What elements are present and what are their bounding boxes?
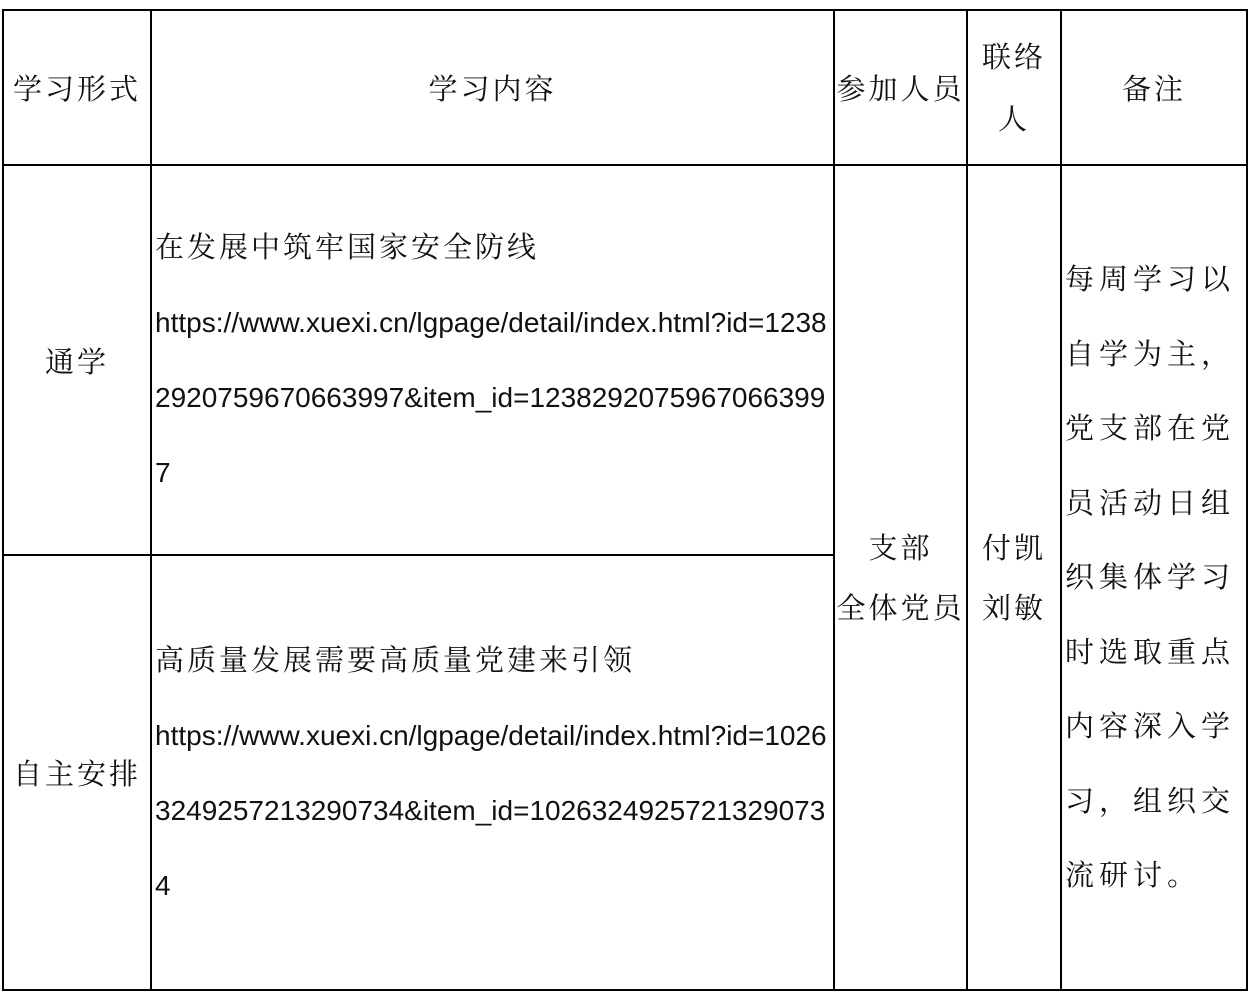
row-form-cell: 自主安排 <box>3 555 151 990</box>
notes-cell <box>1061 165 1247 990</box>
row-content-cell <box>151 555 834 990</box>
participants-line1: 支部 <box>868 530 933 565</box>
row-content-cell <box>151 165 834 555</box>
header-form: 学习形式 <box>3 10 151 165</box>
header-row <box>3 10 1247 165</box>
header-participants: 参加人员 <box>834 10 967 165</box>
header-contact-line2: 人 <box>997 101 1030 136</box>
content-title: 在发展中筑牢国家安全防线 <box>155 230 540 264</box>
participants-cell <box>834 165 967 990</box>
participants-line2: 全体党员 <box>836 590 965 625</box>
row-form-cell: 通学 <box>3 165 151 555</box>
table-row <box>3 165 1247 555</box>
header-contact <box>967 10 1061 165</box>
study-plan-table <box>2 9 1248 991</box>
content-title: 高质量发展需要高质量党建来引领 <box>155 642 636 677</box>
content-url[interactable]: https://www.xuexi.cn/lgpage/detail/index.html?id=10263249257213290734&item_id=10263249257213290734 <box>155 719 827 901</box>
contact-line1: 付凯 <box>981 530 1046 565</box>
notes-text: 每周学习以自学为主，党支部在党员活动日组织集体学习时选取重点内容深入学习，组织交流研讨。 <box>1065 262 1236 893</box>
header-content: 学习内容 <box>151 10 834 165</box>
header-contact-line1: 联络 <box>981 39 1046 74</box>
header-notes: 备注 <box>1061 10 1247 165</box>
content-url[interactable]: https://www.xuexi.cn/lgpage/detail/index.html?id=12382920759670663997&item_id=12382920759670663997 <box>155 307 827 488</box>
contact-line2: 刘敏 <box>981 590 1046 625</box>
contact-cell <box>967 165 1061 990</box>
